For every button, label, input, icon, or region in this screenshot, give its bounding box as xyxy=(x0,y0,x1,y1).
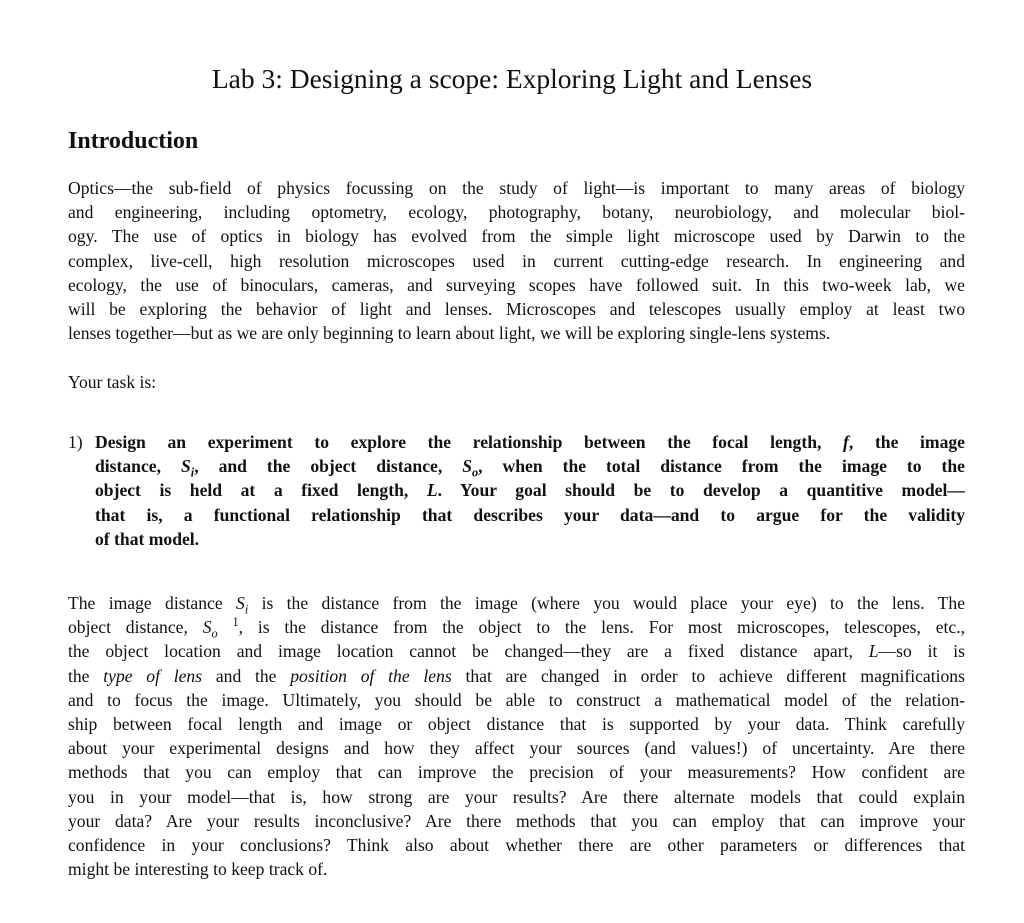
page-title: Lab 3: Designing a scope: Exploring Light and Lenses xyxy=(211,63,813,94)
task-line: object is held at a fixed length, L. Your goal should be to develop a quantitive model— xyxy=(95,480,965,501)
section-heading-introduction: Introduction xyxy=(68,128,199,154)
explain-line: ship between focal length and image or object distance that is supported by your data. Think carefully xyxy=(68,714,965,735)
explain-line: confidence in your conclusions? Think also about whether there are other parameters or differences that xyxy=(68,835,965,856)
intro-line: will be exploring the behavior of light and lenses. Microscopes and telescopes usually employ at least two xyxy=(68,299,965,320)
task-item xyxy=(68,430,965,551)
explain-line: object distance, $S_o$ $^1$, is the distance from the object to the lens. For most microscopes, telescopes, etc., xyxy=(68,615,965,641)
explain-line: the type of lens and the position of the lens that are changed in order to achieve different magnifications xyxy=(68,665,965,686)
emphasis-type-of-lens: type of lens xyxy=(103,665,203,686)
task-line: distance, $S_i$, and the object distance, $S_o$, when the total distance from the image to the xyxy=(95,456,965,480)
explain-line: and to focus the image. Ultimately, you should be able to construct a mathematical model of the relation- xyxy=(68,689,965,710)
explain-line: might be interesting to keep track of. xyxy=(68,859,328,880)
explain-line: methods that you can employ that can improve the precision of your measurements? How confident are xyxy=(68,762,965,783)
intro-line: lenses together—but as we are only beginning to learn about light, we will be exploring single-lens systems. xyxy=(68,323,831,344)
explain-line: your data? Are your results inconclusive? Are there methods that you can employ that can improve your xyxy=(68,810,965,831)
image-distance-symbol: $S_i$ xyxy=(180,456,195,480)
intro-line: ecology, the use of binoculars, cameras, and surveying scopes have followed suit. In this two-week lab, we xyxy=(68,274,965,295)
fixed-length-symbol: L xyxy=(426,480,438,501)
intro-line: Optics—the sub-field of physics focussing on the study of light—is important to many areas of biology xyxy=(68,178,965,198)
task-number: 1) xyxy=(68,432,83,452)
fixed-length-symbol: L xyxy=(868,641,879,662)
task-line: of that model. xyxy=(95,528,200,549)
object-distance-symbol: $S_o$ xyxy=(202,617,218,641)
intro-line: complex, live-cell, high resolution microscopes used in current cutting-edge research. In engineering and xyxy=(68,250,965,271)
intro-paragraph xyxy=(68,176,965,345)
explanation-paragraph xyxy=(68,591,965,881)
emphasis-position-of-lens: position of the lens xyxy=(290,665,452,686)
focal-length-symbol: f xyxy=(843,432,849,452)
intro-line: ogy. The use of optics in biology has evolved from the simple light microscope used by Darwin to the xyxy=(68,226,965,247)
image-distance-symbol: $S_i$ xyxy=(236,593,249,617)
object-distance-symbol: $S_o$ xyxy=(462,456,479,480)
explain-line: about your experimental designs and how they affect your sources (and values!) of uncertainty. Are there xyxy=(68,738,965,759)
task-lead: Your task is: xyxy=(68,372,157,392)
explain-line: you in your model—that is, how strong are your results? Are there alternate models that could explain xyxy=(68,786,965,807)
task-body xyxy=(95,430,965,551)
footnote-mark[interactable]: 1 xyxy=(232,615,239,630)
explain-line: the object location and image location cannot be changed—they are a fixed distance apart, L—so it is xyxy=(68,641,965,662)
intro-line: and engineering, including optometry, ecology, photography, botany, neurobiology, and molecular biol- xyxy=(68,202,965,223)
explain-line: The image distance $S_i$ is the distance from the image (where you would place your eye) to the lens. The xyxy=(68,593,965,617)
task-line: Design an experiment to explore the relationship between the focal length, f, the image xyxy=(95,432,965,452)
task-line: that is, a functional relationship that describes your data—and to argue for the validity xyxy=(95,504,965,525)
